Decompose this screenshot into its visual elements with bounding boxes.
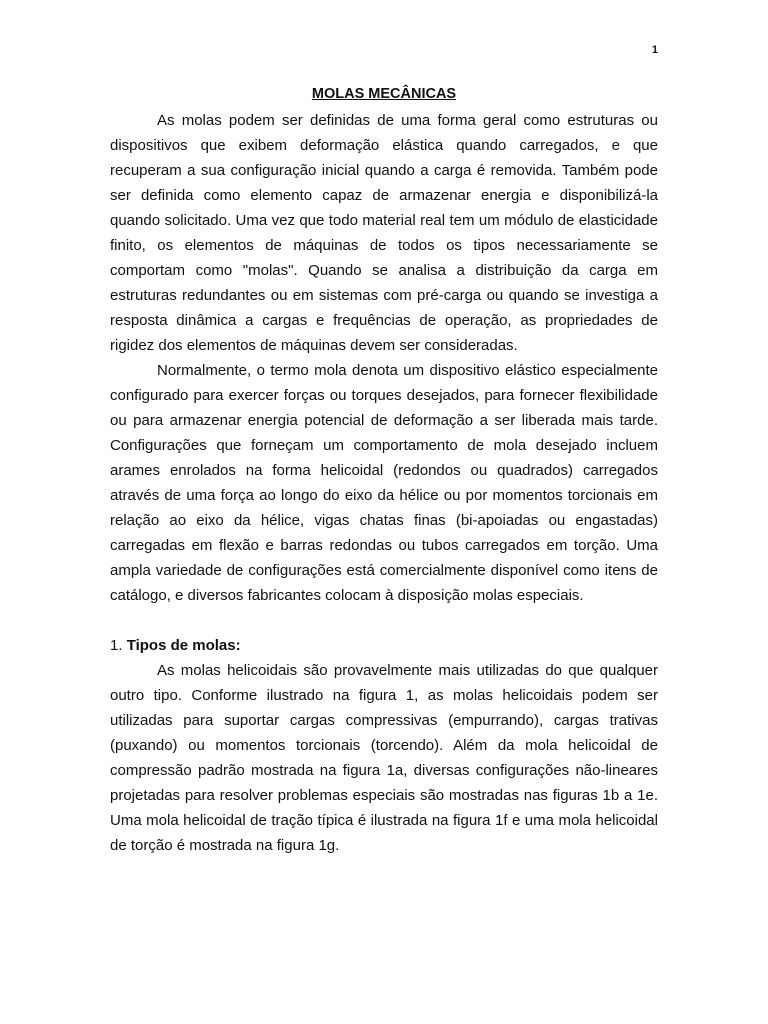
section-number: 1. [110,637,123,654]
paragraph-definition: Normalmente, o termo mola denota um dispositivo elástico especialmente configurado para exercer forças ou torques desejados, para fornecer flexibilidade ou para armazenar energia potencial de deformação a ser liberada mais tarde. Configurações que forneçam um comportamento de mola desejado incluem arames enrolados na forma helicoidal (redondos ou quadrados) carregados através de uma força ao longo do eixo da hélice ou por momentos torcionais em relação ao eixo da hélice, vigas chatas finas (bi-apoiadas ou engastadas) carregadas em flexão e barras redondas ou tubos carregados em torção. Uma ampla variedade de configurações está comercialmente disponível como itens de catálogo, e diversos fabricantes colocam à disposição molas especiais. [110,362,658,604]
page-number: 1 [651,44,658,56]
paragraph-spring-types: As molas helicoidais são provavelmente mais utilizadas do que qualquer outro tipo. Conforme ilustrado na figura 1, as molas helicoidais podem ser utilizadas para suportar cargas compressivas (empurrando), cargas trativas (puxando) ou momentos torcionais (torcendo). Além da mola helicoidal de compressão padrão mostrada na figura 1a, diversas configurações não-lineares projetadas para resolver problemas especiais são mostradas nas figuras 1b a 1e. Uma mola helicoidal de tração típica é ilustrada na figura 1f e uma mola helicoidal de torção é mostrada na figura 1g. [110,662,658,854]
paragraph-intro: As molas podem ser definidas de uma forma geral como estruturas ou dispositivos que exibem deformação elástica quando carregados, e que recuperam a sua configuração inicial quando a carga é removida. Também pode ser definida como elemento capaz de armazenar energia e disponibilizá-la quando solicitado. Uma vez que todo material real tem um módulo de elasticidade finito, os elementos de máquinas de todos os tipos necessariamente se comportam como "molas". Quando se analisa a distribuição da carga em estruturas redundantes ou em sistemas com pré-carga ou quando se investiga a resposta dinâmica a cargas e frequências de operação, as propriedades de rigidez dos elementos de máquinas devem ser consideradas. [110,112,658,354]
section-heading [110,633,658,658]
section-title: Tipos de molas: [126,637,241,654]
document-title: MOLAS MECÂNICAS [311,86,457,102]
document-body [110,82,658,858]
